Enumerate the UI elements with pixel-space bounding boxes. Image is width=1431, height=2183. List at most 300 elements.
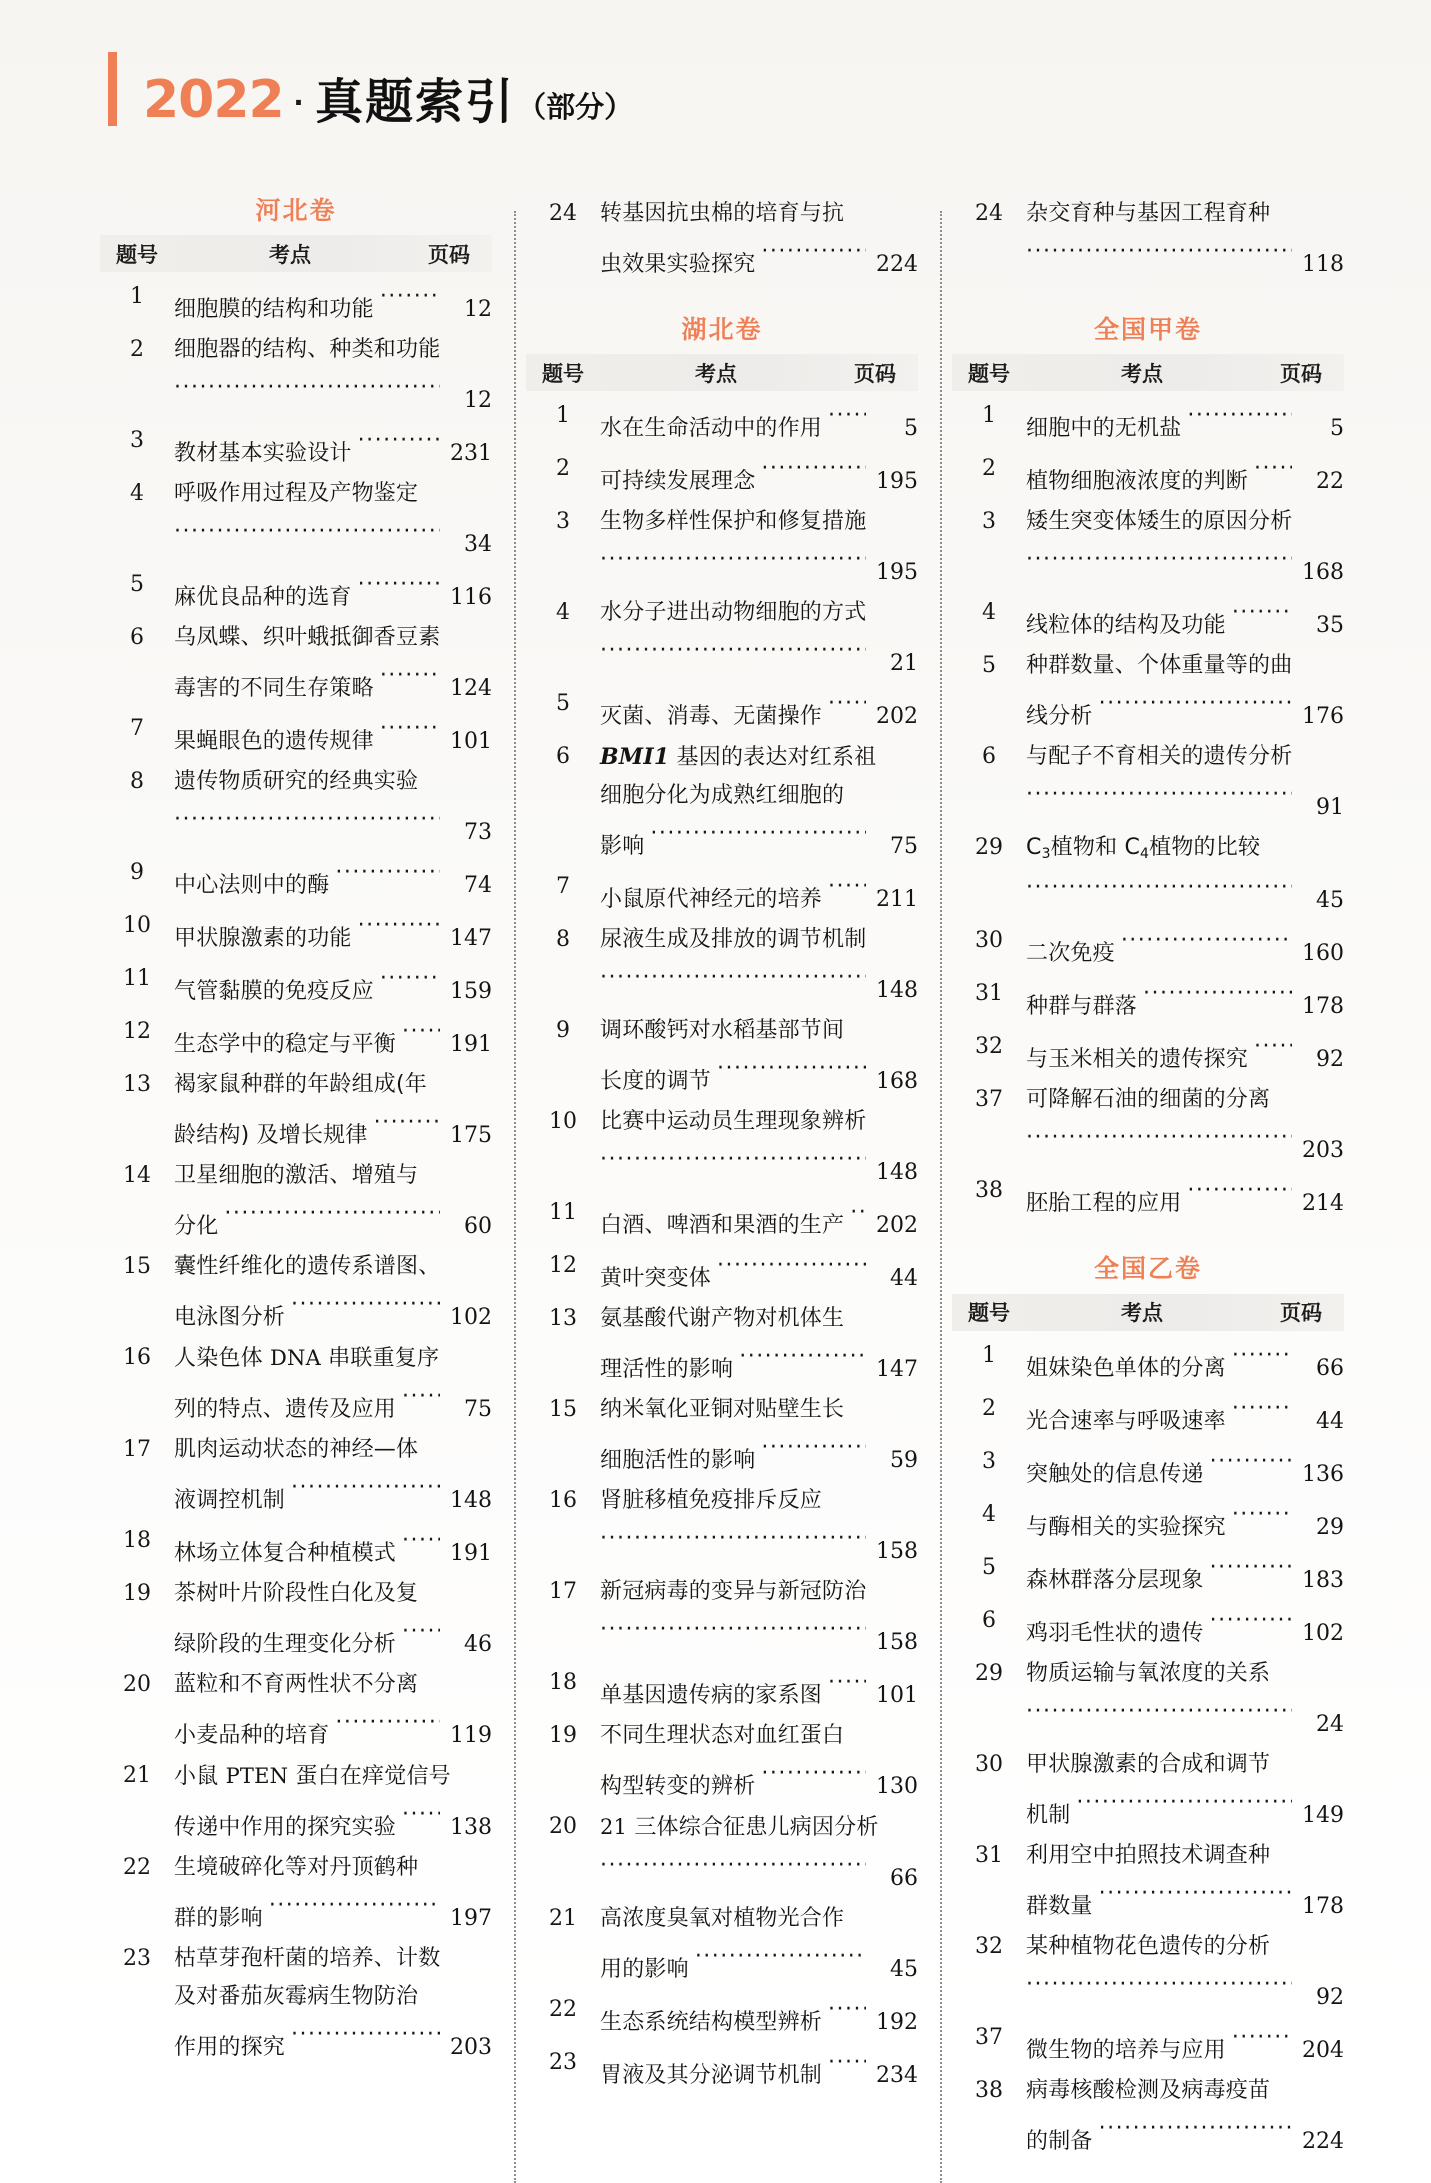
dot-leader	[1254, 1028, 1292, 1066]
entry-topic-text: 小鼠原代神经元的培养	[600, 887, 823, 913]
index-entry[interactable]	[100, 1666, 492, 1755]
index-columns	[100, 195, 1345, 2163]
entry-body	[600, 1991, 918, 2042]
entry-topic-text: 水分子进出动物细胞的方式	[600, 600, 867, 626]
index-entry[interactable]	[100, 278, 492, 329]
entry-line	[600, 233, 918, 284]
entry-question-number: 15	[549, 1397, 577, 1423]
entry-topic-text: 胚胎工程的应用	[1026, 1191, 1182, 1217]
entry-body	[1026, 922, 1344, 973]
table-header-row	[952, 354, 1344, 391]
entry-line	[600, 541, 918, 592]
entry-question-number: 18	[123, 1528, 151, 1554]
entry-body	[174, 710, 492, 761]
entry-page-number: 234	[876, 2063, 918, 2089]
index-entry[interactable]	[526, 1717, 918, 1806]
entry-topic-text: 物质运输与氧浓度的关系	[1026, 1660, 1271, 1686]
index-entry[interactable]	[952, 195, 1344, 284]
dot-leader	[269, 1887, 440, 1925]
dot-leader	[1099, 685, 1292, 723]
index-entry[interactable]	[100, 1339, 492, 1429]
entry-body	[600, 1103, 918, 1192]
entry-line	[174, 566, 492, 617]
section-title-全国乙卷: 全国乙卷	[1093, 1254, 1202, 1284]
entry-question-number: 5	[130, 572, 144, 598]
entry-line	[174, 1195, 492, 1246]
entry-page-number: 46	[464, 1632, 492, 1658]
entry-line	[1026, 776, 1344, 827]
index-entry[interactable]	[952, 1172, 1344, 1223]
index-entry[interactable]	[526, 1664, 918, 1715]
column-header-topic: 考点	[269, 242, 311, 267]
entry-question-number: 38	[975, 1178, 1003, 1204]
index-entry[interactable]	[100, 1849, 492, 1938]
entry-line	[600, 815, 918, 866]
entry-body	[600, 397, 918, 448]
entry-topic-text: 液调控机制	[174, 1488, 286, 1514]
entry-page-number: 224	[1302, 2128, 1344, 2154]
entry-body	[600, 1300, 918, 1389]
entry-page-number: 34	[464, 532, 492, 558]
entry-line	[174, 422, 492, 473]
dot-leader	[380, 960, 440, 998]
index-entry[interactable]	[100, 1575, 492, 1664]
entry-topic-text: 囊性纤维化的遗传系谱图、	[174, 1254, 441, 1280]
entry-line	[174, 1469, 492, 1520]
entry-body	[1026, 1549, 1344, 1600]
entry-topic-text: 虫效果实验探究	[600, 252, 756, 277]
index-entry[interactable]	[952, 1549, 1344, 1600]
entry-topic-text: 卫星细胞的激活、增殖与	[174, 1163, 419, 1189]
index-entry[interactable]	[952, 647, 1344, 736]
entry-topic-text: 病毒核酸检测及病毒疫苗	[1026, 2077, 1271, 2103]
entry-topic-text: 白酒、啤酒和果酒的生产	[600, 1213, 845, 1239]
column-divider-1	[504, 195, 526, 2163]
index-entry[interactable]	[526, 1103, 918, 1192]
entry-page-number: 92	[1316, 1984, 1344, 2010]
index-section	[952, 1253, 1344, 2160]
entry-page-number: 148	[876, 1160, 918, 1186]
entry-page-number: 75	[890, 834, 918, 860]
dot-leader	[828, 1991, 866, 2029]
entry-line	[600, 921, 918, 959]
entry-page-number: 119	[450, 1723, 492, 1749]
entry-question-number: 13	[549, 1306, 577, 1332]
entry-line	[174, 513, 492, 564]
entry-body	[174, 1849, 492, 1938]
index-entry[interactable]	[100, 1066, 492, 1155]
index-entry[interactable]	[526, 1194, 918, 1245]
entry-line	[600, 738, 918, 777]
entry-page-number: 29	[1316, 1514, 1344, 1540]
entry-page-number: 148	[450, 1488, 492, 1514]
entry-body	[600, 1247, 918, 1298]
entry-page-number: 191	[450, 1032, 492, 1058]
dot-leader	[358, 907, 440, 945]
entry-page-number: 203	[450, 2035, 492, 2061]
dot-leader	[402, 1613, 440, 1651]
entry-topic-text: 电泳图分析	[174, 1305, 286, 1331]
index-entry[interactable]	[526, 1573, 918, 1662]
dot-leader	[828, 2044, 866, 2082]
entry-question-number: 22	[549, 1997, 577, 2023]
entry-body	[1026, 738, 1344, 827]
index-entry[interactable]	[100, 907, 492, 958]
entry-topic-text: 生境破碎化等对丹顶鹤种	[174, 1855, 419, 1881]
dot-leader	[1076, 1784, 1292, 1822]
entry-body	[600, 450, 918, 501]
entry-page-number: 44	[1316, 1408, 1344, 1434]
entry-question-number: 20	[549, 1814, 577, 1840]
index-entry[interactable]	[952, 1655, 1344, 1744]
entry-line	[600, 1141, 918, 1192]
column-header-number: 题号	[542, 361, 584, 386]
entry-body	[174, 475, 492, 564]
entry-line	[1026, 1966, 1344, 2017]
section-title-全国甲卷: 全国甲卷	[1093, 315, 1202, 344]
entry-page-number: 45	[1316, 888, 1344, 914]
entry-line	[174, 1940, 492, 1978]
dot-leader	[291, 1469, 440, 1507]
entry-topic-text: 中心法则中的酶	[174, 873, 330, 899]
entry-body	[1026, 1837, 1344, 1926]
entry-topic-text: 教材基本实验设计	[174, 441, 352, 467]
index-entry[interactable]	[100, 1522, 492, 1573]
dot-leader	[1254, 450, 1292, 488]
entry-body	[174, 1248, 492, 1337]
dot-leader	[717, 1247, 866, 1285]
entry-page-number: 124	[450, 676, 492, 702]
entry-topic-text: 种群数量、个体重量等的曲	[1026, 653, 1293, 679]
dot-leader	[1026, 1693, 1292, 1731]
entry-line	[600, 1664, 918, 1715]
entry-line	[600, 1103, 918, 1141]
dot-leader	[335, 1704, 440, 1742]
entry-line	[174, 1431, 492, 1469]
entry-topic-text: 小麦品种的培育	[174, 1723, 330, 1749]
entry-topic-text: 机制	[1026, 1802, 1071, 1828]
entry-body	[600, 1664, 918, 1715]
entry-line	[174, 1978, 492, 2016]
entry-line	[1026, 1746, 1344, 1784]
index-entry[interactable]	[526, 503, 918, 592]
index-entry[interactable]	[952, 1028, 1344, 1079]
entry-topic-text: 植物细胞液浓度的判断	[1026, 469, 1249, 495]
entry-body	[174, 1066, 492, 1155]
index-entry[interactable]	[526, 685, 918, 736]
entry-question-number: 12	[123, 1019, 151, 1045]
entry-question-number: 10	[549, 1109, 577, 1135]
entry-topic-text: 与酶相关的实验探究	[1026, 1514, 1226, 1540]
entry-line	[174, 960, 492, 1011]
entry-question-number: 2	[130, 337, 144, 363]
entry-line	[600, 959, 918, 1010]
entry-line	[600, 1755, 918, 1806]
entry-body	[1026, 594, 1344, 645]
index-entry[interactable]	[526, 1900, 918, 1989]
index-entry[interactable]	[100, 619, 492, 708]
entry-page-number: 12	[464, 297, 492, 323]
index-entry[interactable]	[952, 1746, 1344, 1835]
index-entry[interactable]	[526, 450, 918, 501]
index-entry[interactable]	[100, 1248, 492, 1337]
entry-line	[1026, 1837, 1344, 1875]
entry-topic-text: 影响	[600, 834, 645, 860]
index-entry[interactable]	[100, 960, 492, 1011]
entry-topic-text: 林场立体复合种植模式	[174, 1541, 397, 1567]
entry-question-number: 2	[982, 1395, 996, 1421]
entry-question-number: 4	[130, 481, 144, 507]
dot-leader	[224, 1195, 440, 1233]
index-entry[interactable]	[526, 1991, 918, 2042]
entry-page-number: 148	[876, 978, 918, 1004]
entry-page-number: 195	[876, 469, 918, 495]
entry-topic-text: 姐妹染色单体的分离	[1026, 1355, 1226, 1381]
entry-line	[1026, 869, 1344, 920]
entry-line	[600, 397, 918, 448]
index-entry[interactable]	[100, 1940, 492, 2067]
index-entry[interactable]	[100, 763, 492, 852]
entry-line	[174, 1157, 492, 1195]
entry-topic-text: 列的特点、遗传及应用	[174, 1397, 397, 1423]
index-entry[interactable]	[952, 1337, 1344, 1388]
entry-topic-text: 蓝粒和不育两性状不分离	[174, 1672, 419, 1698]
index-entry[interactable]	[526, 1391, 918, 1480]
entry-question-number: 17	[123, 1437, 151, 1463]
dot-leader	[1210, 1549, 1292, 1587]
entry-page-number: 59	[890, 1448, 918, 1474]
entry-topic-text: 氨基酸代谢产物对机体生	[600, 1306, 845, 1332]
dot-leader	[1099, 2110, 1292, 2148]
dot-leader	[380, 278, 440, 316]
entry-question-number: 24	[975, 201, 1003, 226]
index-entry[interactable]	[952, 1928, 1344, 2017]
index-entry[interactable]	[526, 2044, 918, 2095]
entry-body	[174, 1757, 492, 1847]
entry-question-number: 13	[123, 1072, 151, 1098]
entry-line	[1026, 1496, 1344, 1547]
index-entry[interactable]	[526, 868, 918, 919]
dot-leader	[850, 1194, 866, 1232]
entry-page-number: 202	[876, 1213, 918, 1239]
entry-topic-text: 某种植物花色遗传的分析	[1026, 1933, 1271, 1959]
column-header-topic: 考点	[695, 361, 737, 386]
index-section	[526, 195, 918, 284]
dot-leader	[1232, 2019, 1292, 2057]
index-entry[interactable]	[100, 1757, 492, 1847]
dot-leader	[600, 959, 866, 997]
entry-topic-text: 转基因抗虫棉的培育与抗	[600, 201, 845, 226]
entry-question-number: 22	[123, 1855, 151, 1881]
index-entry[interactable]	[952, 1081, 1344, 1170]
entry-body	[1026, 1081, 1344, 1170]
entry-page-number: 75	[464, 1397, 492, 1423]
column-header-number: 题号	[116, 242, 158, 267]
column-divider-2	[930, 195, 952, 2163]
entry-body	[1026, 2019, 1344, 2070]
index-entry[interactable]	[952, 975, 1344, 1026]
index-entry[interactable]	[952, 2072, 1344, 2161]
entry-topic-text: 鸡羽毛性状的遗传	[1026, 1620, 1204, 1646]
entry-question-number: 2	[556, 456, 570, 482]
entry-topic-text: 21 三体综合征患儿病因分析	[600, 1815, 879, 1841]
entry-body	[600, 868, 918, 919]
entry-line	[600, 1300, 918, 1338]
index-entry[interactable]	[100, 475, 492, 564]
index-entry[interactable]	[952, 2019, 1344, 2070]
dot-leader	[1121, 922, 1292, 960]
dot-leader	[402, 1796, 440, 1834]
index-entry[interactable]	[952, 1390, 1344, 1441]
entry-page-number: 118	[1302, 252, 1344, 277]
column-3	[952, 195, 1356, 2163]
entry-page-number: 35	[1316, 613, 1344, 639]
entry-topic-text: 微生物的培养与应用	[1026, 2037, 1226, 2063]
index-entry[interactable]	[526, 195, 918, 284]
entry-page-number: 21	[890, 651, 918, 677]
index-entry[interactable]	[100, 422, 492, 473]
entry-topic-text: 呼吸作用过程及产物鉴定	[174, 481, 419, 507]
dot-leader	[600, 1611, 866, 1649]
index-entry[interactable]	[526, 1300, 918, 1389]
index-entry[interactable]	[526, 1247, 918, 1298]
entry-page-number: 192	[876, 2010, 918, 2036]
entry-question-number: 16	[549, 1488, 577, 1514]
entry-page-number: 191	[450, 1541, 492, 1567]
index-entry[interactable]	[952, 829, 1344, 920]
entry-body	[174, 1575, 492, 1664]
index-entry[interactable]	[526, 1482, 918, 1571]
dot-leader	[1026, 776, 1292, 814]
entry-body	[1026, 647, 1344, 736]
entry-body	[174, 331, 492, 420]
entry-topic-text: 尿液生成及排放的调节机制	[600, 927, 867, 953]
entry-line	[600, 450, 918, 501]
entry-line	[1026, 685, 1344, 736]
index-entry[interactable]	[526, 738, 918, 866]
entry-topic-text: 及对番茄灰霉病生物防治	[174, 1984, 419, 2010]
index-entry[interactable]	[100, 710, 492, 761]
index-entry[interactable]	[526, 921, 918, 1010]
entry-topic-text: 肾脏移植免疫排斥反应	[600, 1488, 823, 1514]
entry-line	[174, 710, 492, 761]
index-entry[interactable]	[526, 594, 918, 683]
entry-topic-text: 可降解石油的细菌的分离	[1026, 1087, 1271, 1113]
entry-line	[600, 1050, 918, 1101]
index-entry[interactable]	[100, 331, 492, 420]
index-entry[interactable]	[952, 1443, 1344, 1494]
entry-question-number: 9	[556, 1018, 570, 1044]
entry-page-number: 116	[450, 585, 492, 611]
index-entry[interactable]	[100, 1431, 492, 1520]
entry-topic-text: 黄叶突变体	[600, 1266, 712, 1292]
index-entry[interactable]	[952, 450, 1344, 501]
index-entry[interactable]	[526, 1808, 918, 1898]
entry-body	[600, 921, 918, 1010]
index-entry[interactable]	[100, 1013, 492, 1064]
entry-question-number: 6	[982, 1607, 996, 1633]
entry-body	[1026, 975, 1344, 1026]
entry-body	[1026, 1928, 1344, 2017]
entry-line	[1026, 647, 1344, 685]
entry-line	[1026, 1119, 1344, 1170]
entry-question-number: 30	[975, 928, 1003, 954]
entry-question-number: 19	[549, 1723, 577, 1749]
index-entry[interactable]	[100, 1157, 492, 1246]
entry-page-number: 12	[464, 388, 492, 414]
column-header-page: 页码	[428, 242, 470, 267]
entry-question-number: 5	[556, 691, 570, 717]
entry-body	[174, 1013, 492, 1064]
index-entry[interactable]	[526, 397, 918, 448]
index-entry[interactable]	[952, 738, 1344, 827]
entry-line	[600, 503, 918, 541]
dot-leader	[374, 1104, 440, 1142]
entry-page-number: 168	[876, 1069, 918, 1095]
index-entry[interactable]	[952, 503, 1344, 592]
entry-topic-text: 调环酸钙对水稻基部节间	[600, 1018, 845, 1044]
entry-page-number: 203	[1302, 1138, 1344, 1164]
entry-line	[174, 619, 492, 657]
entry-topic-text: 灭菌、消毒、无菌操作	[600, 704, 823, 730]
entry-line	[174, 1066, 492, 1104]
entry-body	[174, 1940, 492, 2067]
entry-topic-text: 甲状腺激素的合成和调节	[1026, 1751, 1271, 1777]
entry-line	[600, 1717, 918, 1755]
section-title-河北卷: 河北卷	[255, 196, 337, 225]
entry-topic-text: 单基因遗传病的家系图	[600, 1683, 823, 1709]
title-sub-text: （部分）	[517, 90, 634, 124]
dot-leader	[828, 868, 866, 906]
page-title	[108, 52, 634, 130]
dot-leader	[717, 1050, 866, 1088]
entry-topic-text: 人染色体 DNA 串联重复序	[174, 1346, 440, 1372]
index-entry[interactable]	[100, 566, 492, 617]
entry-page-number: 5	[1330, 416, 1344, 442]
entry-line	[1026, 2110, 1344, 2161]
index-entry[interactable]	[952, 922, 1344, 973]
entry-question-number: 8	[130, 769, 144, 795]
entry-question-number: 12	[549, 1253, 577, 1279]
entry-question-number: 6	[556, 744, 570, 770]
dot-leader	[1026, 233, 1292, 271]
entry-topic-text: 遗传物质研究的经典实验	[174, 769, 419, 795]
dot-leader	[1210, 1443, 1292, 1481]
index-entry[interactable]	[952, 1837, 1344, 1926]
entry-line	[174, 763, 492, 801]
entry-question-number: 11	[549, 1200, 577, 1226]
entry-page-number: 102	[1302, 1620, 1344, 1646]
index-entry[interactable]	[100, 854, 492, 905]
entry-line	[174, 1013, 492, 1064]
index-entry[interactable]	[952, 1602, 1344, 1653]
entry-line	[1026, 1655, 1344, 1693]
index-entry[interactable]	[952, 397, 1344, 448]
entry-page-number: 24	[1316, 1711, 1344, 1737]
entry-line	[174, 801, 492, 852]
entry-line	[1026, 1549, 1344, 1600]
index-entry[interactable]	[952, 594, 1344, 645]
entry-question-number: 29	[975, 1660, 1003, 1686]
entry-body	[1026, 1655, 1344, 1744]
entry-topic-text: 群的影响	[174, 1906, 263, 1932]
entry-topic-text: 细胞器的结构、种类和功能	[174, 337, 441, 363]
entry-topic-text: 种群与群落	[1026, 994, 1138, 1020]
dot-leader	[1026, 1119, 1292, 1157]
index-entry[interactable]	[526, 1012, 918, 1101]
dot-leader	[600, 541, 866, 579]
index-entry[interactable]	[952, 1496, 1344, 1547]
